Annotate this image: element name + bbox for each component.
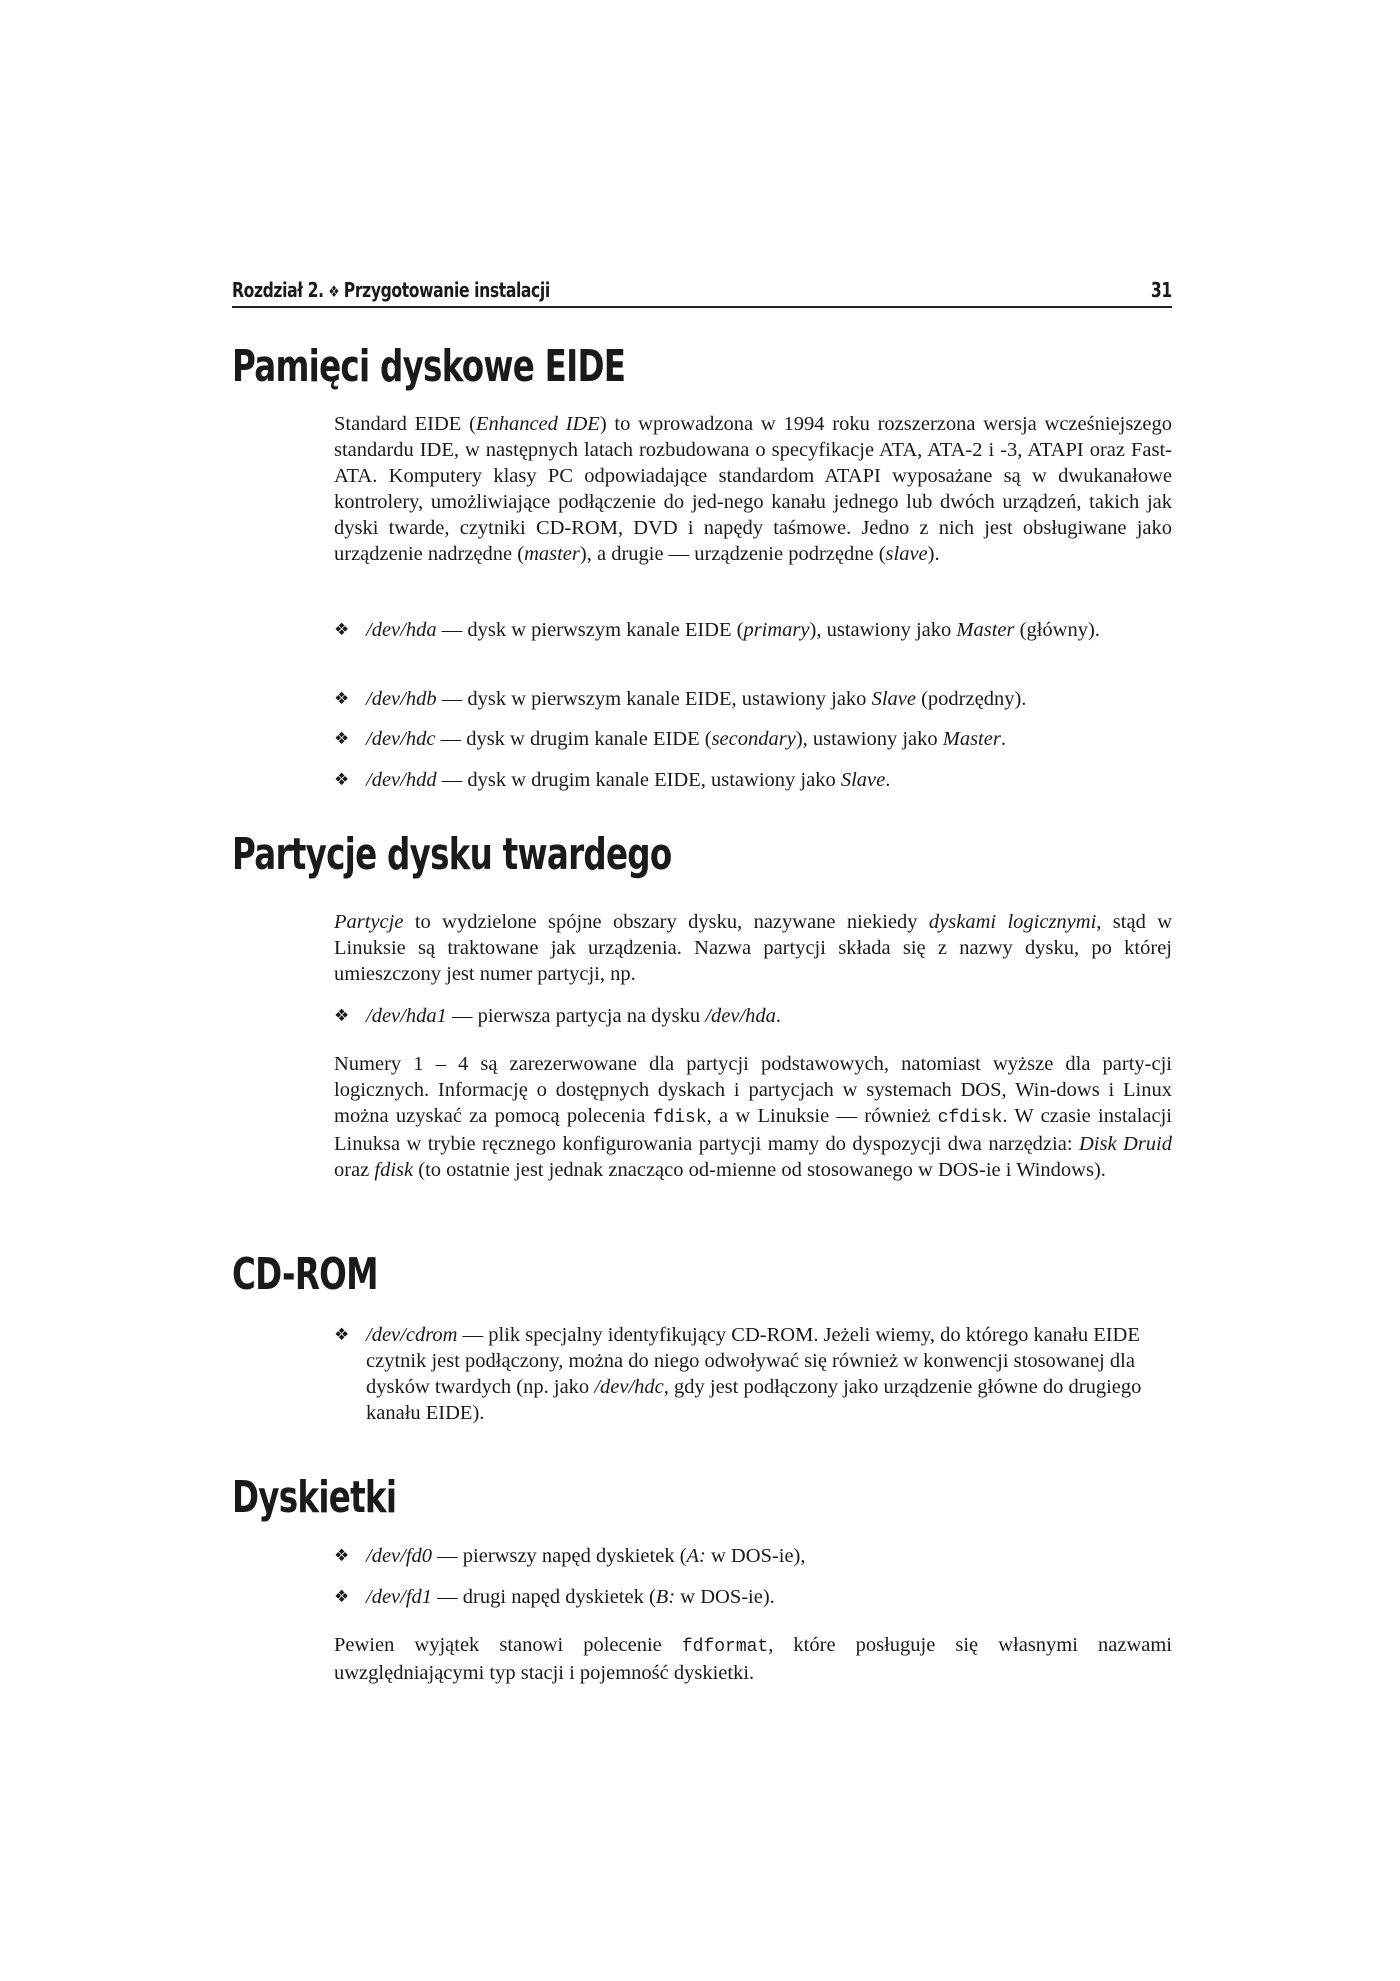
paragraph-partitions-intro: Partycje to wydzielone spójne obszary dysku, nazywane niekiedy dyskami logicznymi, stąd w Linuksie są traktowane jak urządzenia. Nazwa partycji składa się z nazwy dysku, po której umieszczony jest numer partycji, np. bbox=[334, 911, 1173, 985]
list-item-hdd: ❖ /dev/hdd — dysk w drugim kanale EIDE, ustawiony jako Slave. bbox=[334, 769, 891, 791]
paragraph-partitions-numbers: Numery 1 – 4 są zarezerwowane dla partycji podstawowych, natomiast wyższe dla party-cji logicznych. Informację o dostępnych dyskach i partycjach w systemach DOS, Win-dows i Linux można uzyskać za pomocą polecenia fdisk, a w Linuksie — również cfdisk. W czasie instalacji Linuksa w trybie ręcznego konfigurowania partycji mamy do dyspozycji dwa narzędzia: Disk Druid oraz fdisk (to ostatnie jest jednak znacząco od-mienne od stosowanego w DOS-ie i Windows). bbox=[334, 1053, 1173, 1181]
diamond-bullet-icon: ❖ bbox=[334, 620, 350, 640]
list-item-hdb: ❖ /dev/hdb — dysk w pierwszym kanale EIDE, ustawiony jako Slave (podrzędny). bbox=[334, 688, 1027, 710]
list-item-hdc: ❖ /dev/hdc — dysk w drugim kanale EIDE (secondary), ustawiony jako Master. bbox=[334, 728, 1006, 750]
heading-partitions: Partycje dysku twardego bbox=[232, 829, 672, 880]
paragraph-fdformat: Pewien wyjątek stanowi polecenie fdformat, które posługuje się własnymi nazwami uwzględniającymi typ stacji i pojemność dyskietki. bbox=[334, 1634, 1172, 1684]
diamond-bullet-icon: ❖ bbox=[334, 1006, 350, 1026]
diamond-bullet-icon: ❖ bbox=[334, 689, 350, 709]
paragraph-eide: Standard EIDE (Enhanced IDE) to wprowadzona w 1994 roku rozszerzona wersja wcześniejszego standardu IDE, w następnych latach rozbudowana o specyfikacje ATA, ATA-2 i -3, ATAPI oraz Fast-ATA. Komputery klasy PC odpowiadające standardom ATAPI wyposażane są w dwukanałowe kontrolery, umożliwiające podłączenie do jed-nego kanału jednego lub dwóch urządzeń, takich jak dyski twarde, czytniki CD-ROM, DVD i napędy taśmowe. Jedno z nich jest obsługiwane jako urządzenie nadrzędne (master), a drugie — urządzenie podrzędne (slave). bbox=[334, 413, 1173, 565]
diamond-bullet-icon: ❖ bbox=[334, 770, 350, 790]
heading-eide: Pamięci dyskowe EIDE bbox=[232, 341, 626, 392]
diamond-bullet-icon: ❖ bbox=[334, 729, 350, 749]
list-item-hda: ❖ /dev/hda — dysk w pierwszym kanale EIDE (primary), ustawiony jako Master (główny). bbox=[334, 619, 1100, 641]
page-number: 31 bbox=[1151, 278, 1172, 302]
list-item-cdrom: ❖ /dev/cdrom — plik specjalny identyfikujący CD-ROM. Jeżeli wiemy, do którego kanału EIDE czytnik jest podłączony, można do niego odwoływać się również w konwencji stosowanej dla dysków twardych (np. jako /dev/hdc, gdy jest podłączony jako urządzenie główne do drugiego kanału EIDE). bbox=[334, 1324, 1142, 1424]
diamond-separator-icon: ❖ bbox=[328, 282, 340, 301]
list-item-fd1: ❖ /dev/fd1 — drugi napęd dyskietek (B: w DOS-ie). bbox=[334, 1586, 775, 1608]
list-item-hda1: ❖ /dev/hda1 — pierwsza partycja na dysku /dev/hda. bbox=[334, 1005, 782, 1027]
diamond-bullet-icon: ❖ bbox=[334, 1546, 350, 1566]
heading-cdrom: CD-ROM bbox=[232, 1249, 378, 1300]
running-head bbox=[232, 274, 1172, 308]
diamond-bullet-icon: ❖ bbox=[334, 1587, 350, 1607]
heading-floppies: Dyskietki bbox=[232, 1472, 397, 1523]
running-head-chapter: Rozdział 2. ❖ Przygotowanie instalacji bbox=[232, 278, 550, 302]
list-item-fd0: ❖ /dev/fd0 — pierwszy napęd dyskietek (A: w DOS-ie), bbox=[334, 1545, 806, 1567]
diamond-bullet-icon: ❖ bbox=[334, 1325, 350, 1345]
